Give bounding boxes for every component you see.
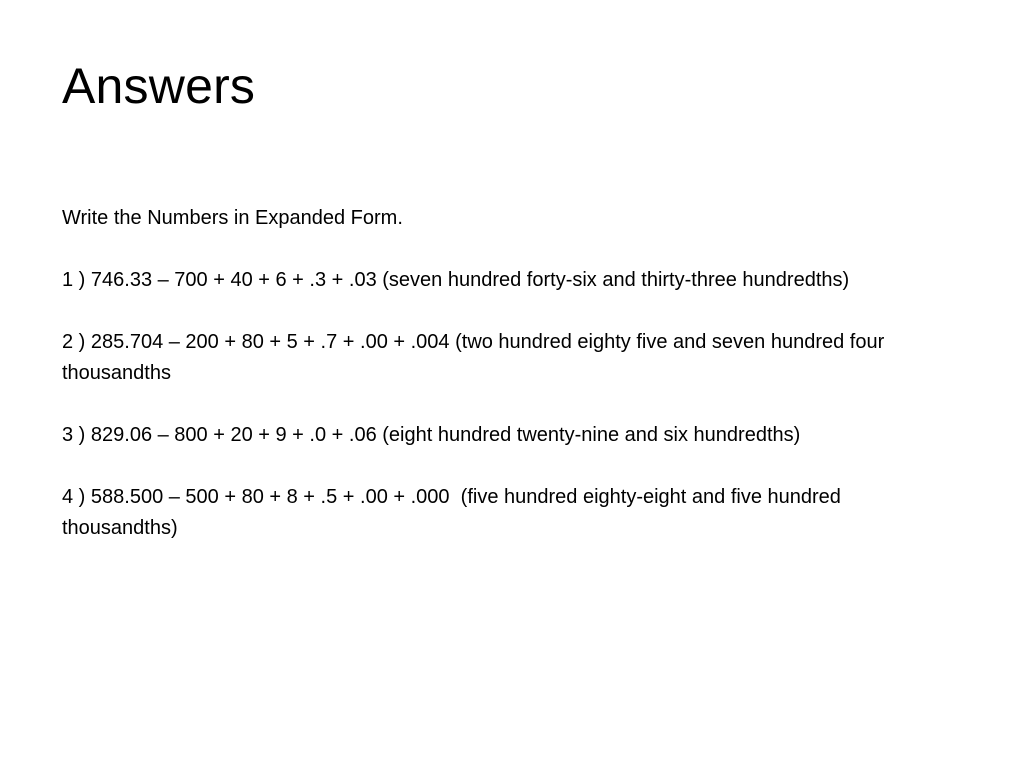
slide-title: Answers [62,58,256,114]
slide-body [62,203,962,575]
answer-item-4: 4 ) 588.500 – 500 + 80 + 8 + .5 + .00 + .000 (five hundred eighty-eight and five hundred thousandths) [62,486,847,539]
answer-item-2: 2 ) 285.704 – 200 + 80 + 5 + .7 + .00 + .004 (two hundred eighty five and seven hundred four thousandths [62,331,890,384]
answer-item-3: 3 ) 829.06 – 800 + 20 + 9 + .0 + .06 (eight hundred twenty-nine and six hundredths) [62,424,801,446]
instruction-text: Write the Numbers in Expanded Form. [62,207,403,229]
answer-item-1: 1 ) 746.33 – 700 + 40 + 6 + .3 + .03 (seven hundred forty-six and thirty-three hundredths) [62,269,850,291]
